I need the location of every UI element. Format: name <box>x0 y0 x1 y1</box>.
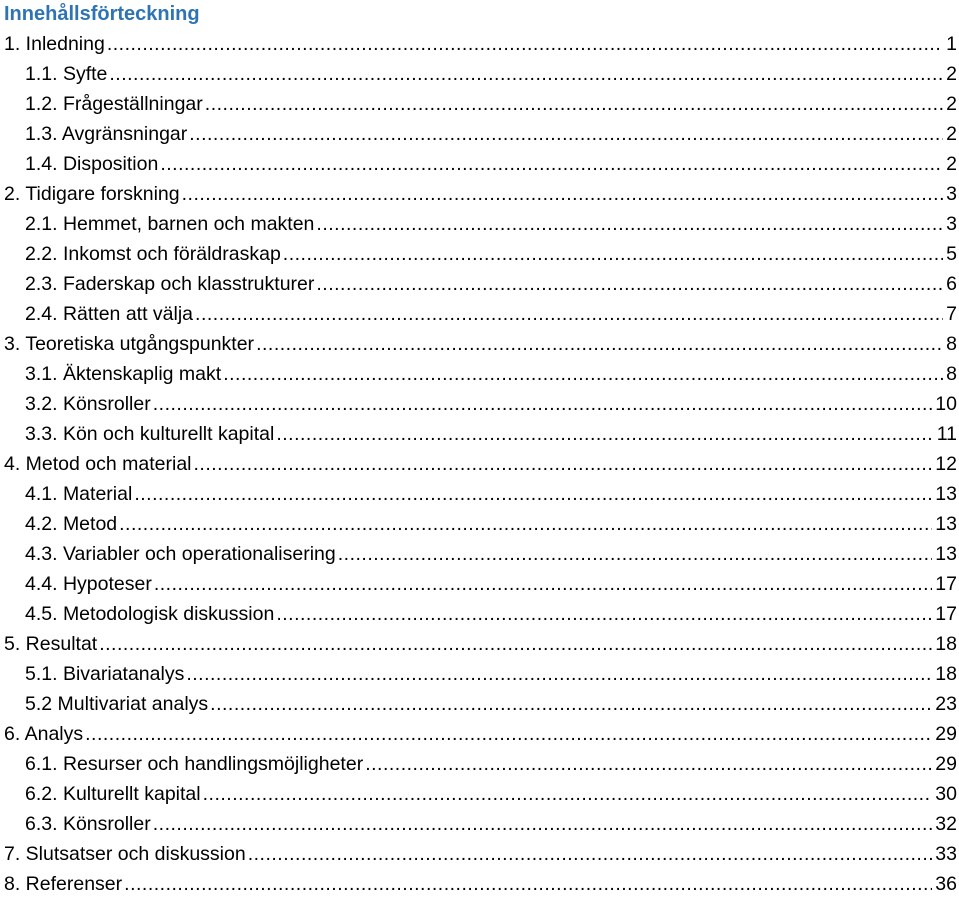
toc-dot-leader <box>276 419 933 449</box>
toc-entry-label[interactable]: 7. Slutsatser och diskussion <box>4 839 248 869</box>
toc-dot-leader <box>160 149 943 179</box>
toc-entry[interactable] <box>0 449 959 479</box>
toc-entry-page-number[interactable]: 5 <box>946 243 957 265</box>
toc-entry-label[interactable]: 6. Analys <box>4 719 85 749</box>
toc-entry-page-number[interactable]: 12 <box>935 453 957 475</box>
toc-entry-page-number[interactable]: 17 <box>935 573 957 595</box>
toc-entry[interactable] <box>0 599 959 629</box>
toc-entry-label[interactable]: 6.3. Könsroller <box>25 809 153 839</box>
toc-entry-page-number[interactable]: 2 <box>946 93 957 115</box>
toc-entry-label[interactable]: 3.1. Äktenskaplig makt <box>25 359 223 389</box>
toc-dot-leader <box>109 59 943 89</box>
toc-entry[interactable] <box>0 209 959 239</box>
toc-entry[interactable] <box>0 89 959 119</box>
toc-entry[interactable] <box>0 509 959 539</box>
toc-entry[interactable] <box>0 359 959 389</box>
toc-entry-page-number[interactable]: 13 <box>935 513 957 535</box>
toc-dot-leader <box>99 629 932 659</box>
toc-dot-leader <box>338 539 933 569</box>
toc-entry[interactable] <box>0 779 959 809</box>
toc-entry-label[interactable]: 4.3. Variabler och operationalisering <box>25 539 338 569</box>
toc-entry-label[interactable]: 6.2. Kulturellt kapital <box>25 779 203 809</box>
toc-entry-page-number[interactable]: 30 <box>935 783 957 805</box>
toc-dot-leader <box>189 119 943 149</box>
toc-entry-label[interactable]: 4.2. Metod <box>25 509 119 539</box>
toc-dot-leader <box>153 809 933 839</box>
toc-entry-label[interactable]: 2.4. Rätten att välja <box>25 299 195 329</box>
toc-entry-label[interactable]: 1.4. Disposition <box>25 149 160 179</box>
toc-entry-page-number[interactable]: 2 <box>946 153 957 175</box>
toc-entry-page-number[interactable]: 18 <box>935 663 957 685</box>
toc-entry-page-number[interactable]: 3 <box>946 183 957 205</box>
toc-dot-leader <box>124 869 932 899</box>
toc-entry-page-number[interactable]: 8 <box>946 333 957 355</box>
toc-entry-page-number[interactable]: 32 <box>935 813 957 835</box>
toc-entry[interactable] <box>0 869 959 899</box>
toc-entry-label[interactable]: 2.1. Hemmet, barnen och makten <box>25 209 316 239</box>
toc-dot-leader <box>203 779 933 809</box>
toc-dot-leader <box>248 839 933 869</box>
toc-entry[interactable] <box>0 59 959 89</box>
toc-entry-label[interactable]: 1.1. Syfte <box>25 59 109 89</box>
toc-entry-label[interactable]: 4.1. Material <box>25 479 134 509</box>
toc-dot-leader <box>153 389 933 419</box>
toc-entry-page-number[interactable]: 8 <box>946 363 957 385</box>
toc-entry-label[interactable]: 3. Teoretiska utgångspunkter <box>4 329 256 359</box>
toc-entry-label[interactable]: 2. Tidigare forskning <box>4 179 182 209</box>
toc-entry[interactable] <box>0 629 959 659</box>
toc-entry-label[interactable]: 1.3. Avgränsningar <box>25 119 189 149</box>
toc-entry[interactable] <box>0 29 959 59</box>
toc-entry[interactable] <box>0 299 959 329</box>
toc-entry-page-number[interactable]: 29 <box>935 723 957 745</box>
toc-entry[interactable] <box>0 569 959 599</box>
toc-dot-leader <box>154 569 932 599</box>
toc-entry-page-number[interactable]: 13 <box>935 543 957 565</box>
toc-entry[interactable] <box>0 119 959 149</box>
toc-dot-leader <box>223 359 943 389</box>
toc-dot-leader <box>256 329 943 359</box>
toc-entry-page-number[interactable]: 11 <box>936 423 957 445</box>
toc-entry-label[interactable]: 5.1. Bivariatanalys <box>25 659 186 689</box>
toc-dot-leader <box>365 749 932 779</box>
toc-entry[interactable] <box>0 719 959 749</box>
toc-entry-page-number[interactable]: 23 <box>935 693 957 715</box>
toc-entry-label[interactable]: 6.1. Resurser och handlingsmöjligheter <box>25 749 365 779</box>
toc-entry-label[interactable]: 5. Resultat <box>4 629 99 659</box>
toc-dot-leader <box>134 479 932 509</box>
toc-entry[interactable] <box>0 479 959 509</box>
toc-entry-page-number[interactable]: 1 <box>946 33 957 55</box>
toc-entry-page-number[interactable]: 18 <box>935 633 957 655</box>
toc-entry-label[interactable]: 2.3. Faderskap och klasstrukturer <box>25 269 316 299</box>
toc-entry[interactable] <box>0 239 959 269</box>
toc-entry-label[interactable]: 1.2. Frågeställningar <box>25 89 205 119</box>
toc-entry-label[interactable]: 2.2. Inkomst och föräldraskap <box>25 239 283 269</box>
toc-entry[interactable] <box>0 749 959 779</box>
toc-entry[interactable] <box>0 329 959 359</box>
toc-entry-label[interactable]: 4. Metod och material <box>4 449 194 479</box>
toc-dot-leader <box>283 239 943 269</box>
toc-entry-page-number[interactable]: 10 <box>935 393 957 415</box>
toc-dot-leader <box>119 509 932 539</box>
toc-dot-leader <box>210 689 932 719</box>
toc-dot-leader <box>182 179 944 209</box>
toc-entry-label[interactable]: 4.5. Metodologisk diskussion <box>25 599 276 629</box>
toc-dot-leader <box>107 29 943 59</box>
toc-entry[interactable] <box>0 419 959 449</box>
toc-entry-page-number[interactable]: 6 <box>946 273 957 295</box>
toc-entry-label[interactable]: 5.2 Multivariat analys <box>25 689 210 719</box>
toc-entry-label[interactable]: 3.3. Kön och kulturellt kapital <box>25 419 276 449</box>
toc-dot-leader <box>276 599 932 629</box>
toc-entry-label[interactable]: 4.4. Hypoteser <box>25 569 154 599</box>
toc-entry[interactable] <box>0 659 959 689</box>
toc-dot-leader <box>85 719 932 749</box>
toc-dot-leader <box>316 269 943 299</box>
toc-dot-leader <box>316 209 943 239</box>
toc-entry-page-number[interactable]: 33 <box>935 843 957 865</box>
toc-entry-page-number[interactable]: 29 <box>935 753 957 775</box>
toc-dot-leader <box>186 659 932 689</box>
toc-entry-page-number[interactable]: 36 <box>935 873 957 895</box>
toc-entry-page-number[interactable]: 7 <box>946 303 957 325</box>
toc-dot-leader <box>205 89 943 119</box>
toc-entry[interactable] <box>0 269 959 299</box>
toc-entry[interactable] <box>0 389 959 419</box>
toc-entry[interactable] <box>0 689 959 719</box>
toc-title: Innehållsförteckning <box>4 3 200 25</box>
toc-entry[interactable] <box>0 539 959 569</box>
toc-entry-label[interactable]: 3.2. Könsroller <box>25 389 153 419</box>
toc-dot-leader <box>195 299 943 329</box>
toc-entry[interactable] <box>0 179 959 209</box>
toc-entry-page-number[interactable]: 13 <box>935 483 957 505</box>
toc-entry-label[interactable]: 1. Inledning <box>4 29 107 59</box>
toc-entry-page-number[interactable]: 17 <box>935 603 957 625</box>
toc-entry-label[interactable]: 8. Referenser <box>4 869 124 899</box>
toc-entry[interactable] <box>0 149 959 179</box>
toc-entry-page-number[interactable]: 3 <box>946 213 957 235</box>
toc-entry[interactable] <box>0 839 959 869</box>
toc-entry-page-number[interactable]: 2 <box>946 63 957 85</box>
toc-entry[interactable] <box>0 809 959 839</box>
toc-dot-leader <box>194 449 933 479</box>
toc-list <box>0 29 959 899</box>
toc-entry-page-number[interactable]: 2 <box>946 123 957 145</box>
